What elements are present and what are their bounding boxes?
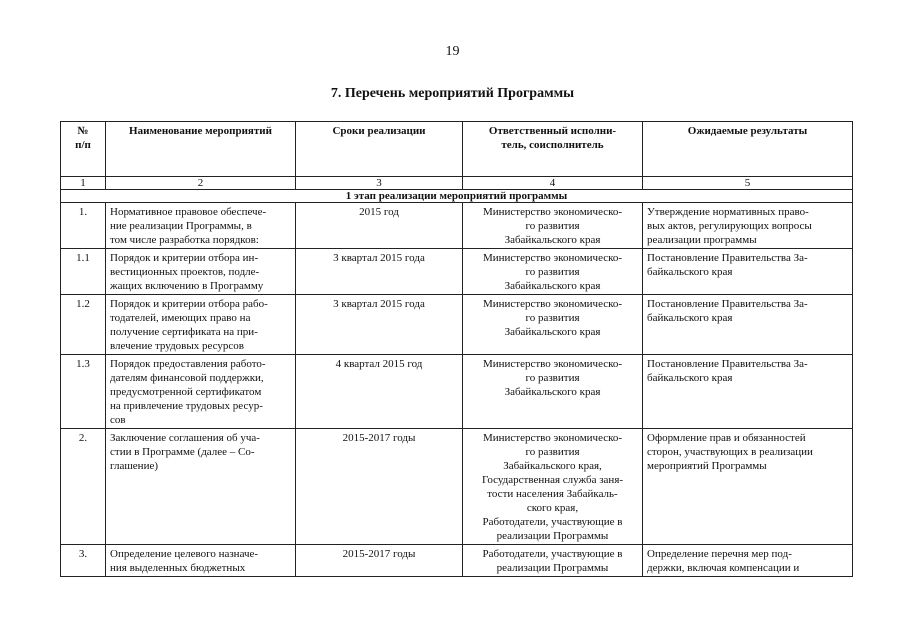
table-row	[61, 295, 853, 355]
cell-line: Порядок и критерии отбора ин-	[110, 252, 259, 264]
activity-result	[643, 249, 853, 295]
cell-line: стии в Программе (далее – Со-	[110, 446, 255, 458]
column-number-cell: 3	[296, 177, 463, 190]
cell-line: на привлечение трудовых ресур-	[110, 400, 263, 412]
activity-name	[106, 355, 296, 429]
cell-line: Государственная служба заня-	[481, 474, 624, 486]
activity-name	[106, 203, 296, 249]
cell-line: Министерство экономическо-	[482, 432, 623, 444]
activity-name	[106, 249, 296, 295]
cell-line: Забайкальского края,	[503, 460, 602, 472]
activity-term: 4 квартал 2015 год	[296, 355, 463, 429]
cell-line: Министерство экономическо-	[482, 358, 623, 370]
cell-line: том числе разработка порядков:	[110, 234, 259, 246]
activity-result	[643, 203, 853, 249]
activity-executor	[463, 545, 643, 577]
activity-result	[643, 429, 853, 545]
cell-line: ние реализации Программы, в	[110, 220, 252, 232]
section-title: 7. Перечень мероприятий Программы	[330, 86, 575, 101]
row-number: 2.	[61, 429, 106, 545]
cell-line: го развития	[525, 220, 580, 232]
header-executor	[463, 122, 643, 177]
cell-line: Забайкальского края	[504, 386, 601, 398]
cell-line: тель, соисполнитель	[501, 139, 604, 151]
row-number: 1.1	[61, 249, 106, 295]
row-number: 1.	[61, 203, 106, 249]
cell-line: Нормативное правовое обеспече-	[110, 206, 267, 218]
cell-line: Забайкальского края	[504, 326, 601, 338]
cell-line: байкальского края	[647, 312, 733, 324]
column-number-cell: 4	[463, 177, 643, 190]
cell-line: сов	[110, 414, 126, 426]
cell-line: тодателей, имеющих право на	[110, 312, 251, 324]
cell-line: дателям финансовой поддержки,	[110, 372, 264, 384]
cell-line: Наименование мероприятий	[129, 125, 272, 137]
column-number-cell: 1	[61, 177, 106, 190]
activity-name	[106, 429, 296, 545]
activity-name	[106, 295, 296, 355]
cell-line: мероприятий Программы	[647, 460, 767, 472]
cell-line: го развития	[525, 372, 580, 384]
cell-line: вых актов, регулирующих вопросы	[647, 220, 812, 232]
cell-line: Определение перечня мер под-	[647, 548, 792, 560]
cell-line: ния выделенных бюджетных	[110, 562, 246, 574]
cell-line: вестиционных проектов, подле-	[110, 266, 260, 278]
cell-line: №	[77, 125, 89, 137]
cell-line: Забайкальского края	[504, 234, 601, 246]
activity-name	[106, 545, 296, 577]
row-number: 1.2	[61, 295, 106, 355]
cell-line: Утверждение нормативных право-	[647, 206, 809, 218]
cell-line: го развития	[525, 446, 580, 458]
cell-line: реализации Программы	[496, 562, 609, 574]
activity-result	[643, 295, 853, 355]
table-row	[61, 203, 853, 249]
cell-line: Ответственный исполни-	[488, 125, 617, 137]
cell-line: Заключение соглашения об уча-	[110, 432, 260, 444]
cell-line: Работодатели, участвующие в	[482, 548, 623, 560]
cell-line: Министерство экономическо-	[482, 252, 623, 264]
cell-line: тости населения Забайкаль-	[487, 488, 618, 500]
cell-line: глашение)	[110, 460, 158, 472]
cell-line: Порядок предоставления работо-	[110, 358, 266, 370]
cell-line: байкальского края	[647, 372, 733, 384]
cell-line: Сроки реализации	[332, 125, 426, 137]
cell-line: Работодатели, участвующие в	[482, 516, 623, 528]
header-activity-name	[106, 122, 296, 177]
header-terms	[296, 122, 463, 177]
cell-line: Министерство экономическо-	[482, 298, 623, 310]
activity-result	[643, 545, 853, 577]
stage-title: 1 этап реализации мероприятий программы	[61, 190, 853, 203]
header-number	[61, 122, 106, 177]
cell-line: предусмотренной сертификатом	[110, 386, 262, 398]
cell-line: реализации программы	[647, 234, 757, 246]
activity-executor	[463, 203, 643, 249]
cell-line: Министерство экономическо-	[482, 206, 623, 218]
activity-executor	[463, 249, 643, 295]
cell-line: Постановление Правительства За-	[647, 298, 808, 310]
cell-line: Определение целевого назначе-	[110, 548, 259, 560]
cell-line: влечение трудовых ресурсов	[110, 340, 244, 352]
cell-line: Постановление Правительства За-	[647, 252, 808, 264]
row-number: 3.	[61, 545, 106, 577]
cell-line: Ожидаемые результаты	[687, 125, 808, 137]
cell-line: Оформление прав и обязанностей	[647, 432, 806, 444]
activity-term: 2015-2017 годы	[296, 545, 463, 577]
activity-executor	[463, 429, 643, 545]
cell-line: жащих включению в Программу	[110, 280, 264, 292]
stage-row	[61, 190, 853, 203]
activity-executor	[463, 295, 643, 355]
table-row	[61, 355, 853, 429]
cell-line: реализации Программы	[496, 530, 609, 542]
activity-term: 2015 год	[296, 203, 463, 249]
cell-line: п/п	[75, 139, 91, 151]
page-number: 19	[445, 44, 460, 59]
activity-result	[643, 355, 853, 429]
cell-line: ского края,	[526, 502, 579, 514]
table-row	[61, 249, 853, 295]
column-number-cell: 2	[106, 177, 296, 190]
table-row	[61, 429, 853, 545]
cell-line: сторон, участвующих в реализации	[647, 446, 813, 458]
cell-line: Постановление Правительства За-	[647, 358, 808, 370]
activity-term: 2015-2017 годы	[296, 429, 463, 545]
table-row	[61, 545, 853, 577]
activity-executor	[463, 355, 643, 429]
row-number: 1.3	[61, 355, 106, 429]
cell-line: держки, включая компенсации и	[647, 562, 800, 574]
cell-line: Забайкальского края	[504, 280, 601, 292]
column-number-row	[61, 177, 853, 190]
cell-line: байкальского края	[647, 266, 733, 278]
activity-term: 3 квартал 2015 года	[296, 295, 463, 355]
cell-line: го развития	[525, 312, 580, 324]
table-header-row	[61, 122, 853, 177]
cell-line: го развития	[525, 266, 580, 278]
column-number-cell: 5	[643, 177, 853, 190]
header-expected-results	[643, 122, 853, 177]
activity-term: 3 квартал 2015 года	[296, 249, 463, 295]
cell-line: Порядок и критерии отбора рабо-	[110, 298, 268, 310]
program-activities-table	[60, 121, 853, 577]
cell-line: получение сертификата на при-	[110, 326, 258, 338]
